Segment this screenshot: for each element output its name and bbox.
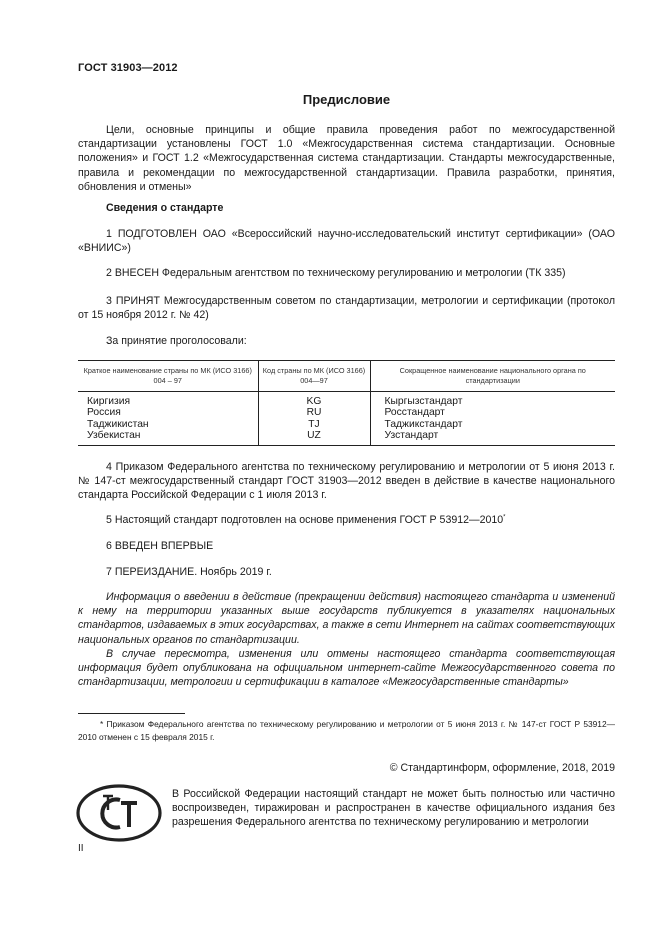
- code-cell: KG: [258, 392, 370, 408]
- body-cell: Кыргызстандарт: [370, 392, 615, 408]
- section-title: Сведения о стандарте: [106, 202, 224, 214]
- page-title: Предисловие: [302, 92, 391, 107]
- body-cell: Таджикстандарт: [370, 419, 615, 430]
- item-5: 5 Настоящий стандарт подготовлен на основе применения ГОСТ Р 53912—2010*: [106, 514, 506, 526]
- body-cell: Узстандарт: [370, 430, 615, 445]
- intro-paragraph: Цели, основные принципы и общие правила проведения работ по межгосударственной стандартизации установлены ГОСТ 1.0 «Межгосударственная система стандартизации. Основные положения» и ГОСТ 1.2 «Межгосударственная система стандартизации. Стандарты межгосударственные, правила и рекомендации по межгосударственной стандартизации. Правила разработки, принятия, обновления и отмены»: [78, 124, 615, 193]
- table-header-country: Краткое наименование страны по МК (ИСО 3166) 004 – 97: [78, 361, 258, 392]
- rst-mark-icon: [76, 783, 162, 843]
- country-cell: Узбекистан: [78, 430, 258, 445]
- table-header-row: [78, 361, 615, 392]
- code-cell: TJ: [258, 419, 370, 430]
- item-3: 3 ПРИНЯТ Межгосударственным советом по стандартизации, метрологии и сертификации (протокол от 15 ноября 2012 г. № 42): [78, 295, 615, 322]
- item-6: 6 ВВЕДЕН ВПЕРВЫЕ: [106, 540, 214, 552]
- footnote: * Приказом Федерального агентства по техническому регулированию и метрологии от 5 июня 2013 г. № 147-ст ГОСТ Р 53912—2010 отменен с 15 февраля 2015 г.: [78, 719, 615, 742]
- code-cell: UZ: [258, 430, 370, 445]
- footnote-divider: [78, 713, 185, 714]
- table-header-body: Сокращенное наименование национального органа по стандартизации: [370, 361, 615, 392]
- table-row: [78, 392, 615, 408]
- footnote-mark: *: [503, 514, 506, 521]
- body-cell: Росстандарт: [370, 407, 615, 418]
- item-1: 1 ПОДГОТОВЛЕН ОАО «Всероссийский научно-исследовательский институт сертификации» (ОАО «ВНИИС»): [78, 228, 615, 255]
- standard-header: ГОСТ 31903—2012: [78, 62, 178, 74]
- notice-paragraph-2: В случае пересмотра, изменения или отмены настоящего стандарта соответствующая информация будет опубликована на официальном интернет-сайте Межгосударственного совета по стандартизации, метрологии и сертификации в каталоге «Межгосударственные стандарты»: [78, 648, 615, 689]
- page-number: II: [78, 843, 84, 854]
- notice-paragraph-1: Информация о введении в действие (прекращении действия) настоящего стандарта и изменений к нему на территории указанных выше государств публикуется в указателях национальных стандартов, издаваемых в этих государствах, а также в сети Интернет на сайтах соответствующих национальных органов по стандартизации.: [78, 591, 615, 646]
- copyright: © Стандартинформ, оформление, 2018, 2019: [389, 762, 615, 774]
- table-row: [78, 419, 615, 430]
- item-7: 7 ПЕРЕИЗДАНИЕ. Ноябрь 2019 г.: [106, 566, 272, 578]
- country-cell: Россия: [87, 407, 121, 419]
- table-header-code: Код страны по МК (ИСО 3166) 004—97: [258, 361, 370, 392]
- reproduction-notice: В Российской Федерации настоящий стандарт не может быть полностью или частично воспроизведен, тиражирован и распространен в качестве официального издания без разрешения Федерального агентства по техническому регулированию и метрологии: [172, 788, 615, 829]
- vote-intro: За принятие проголосовали:: [106, 335, 247, 347]
- country-cell: Таджикистан: [87, 418, 149, 430]
- table-row: [78, 407, 615, 418]
- item-2: 2 ВНЕСЕН Федеральным агентством по техническому регулированию и метрологии (ТК 335): [106, 267, 566, 279]
- code-cell: RU: [258, 407, 370, 418]
- table-row: [78, 430, 615, 445]
- rst-logo: [76, 783, 162, 843]
- voting-table: [78, 360, 615, 446]
- country-cell: Киргизия: [87, 396, 131, 407]
- item-4: 4 Приказом Федерального агентства по техническому регулированию и метрологии от 5 июня 2013 г. № 147-ст межгосударственный стандарт ГОСТ 31903—2012 введен в действие в качестве национального стандарта Российской Федерации с 1 июля 2013 г.: [78, 461, 615, 502]
